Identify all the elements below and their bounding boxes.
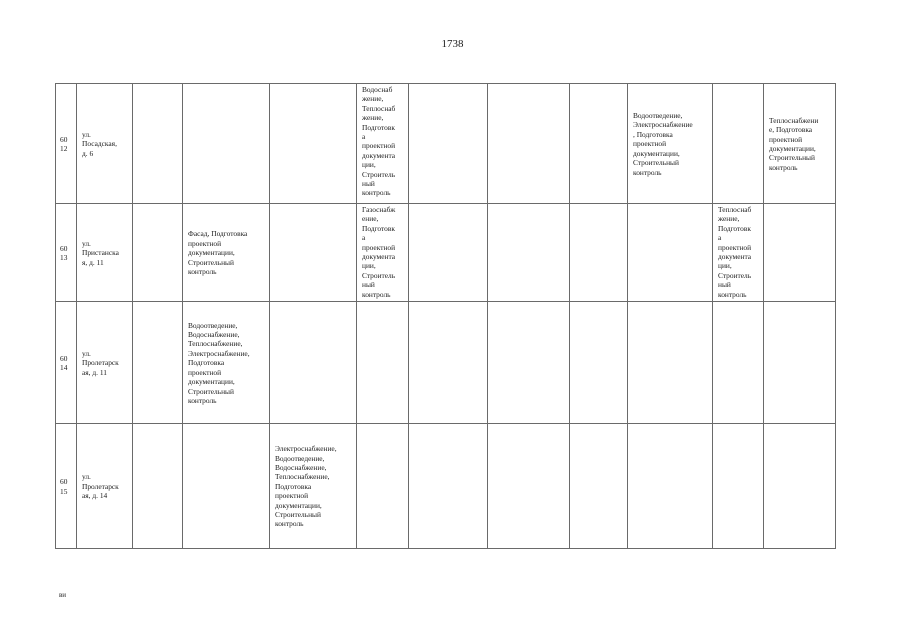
table-cell: Водоотведение, Электроснабжение , Подготовка проектной документации, Строительный контроль bbox=[628, 84, 713, 204]
table-cell bbox=[133, 424, 183, 549]
table-cell: Водоснаб жение, Теплоснаб жение, Подготовк а проектной документа ции, Строитель ный контроль bbox=[357, 84, 409, 204]
table-cell bbox=[628, 424, 713, 549]
table-cell bbox=[183, 84, 270, 204]
table-cell bbox=[764, 302, 836, 424]
address-cell: ул. Посадская, д. 6 bbox=[77, 84, 133, 204]
table-cell: Фасад, Подготовка проектной документации, Строительный контроль bbox=[183, 204, 270, 302]
address-cell: ул. Пристанска я, д. 11 bbox=[77, 204, 133, 302]
table-cell bbox=[713, 84, 764, 204]
table-row bbox=[56, 204, 836, 302]
table-row bbox=[56, 302, 836, 424]
table-cell bbox=[713, 424, 764, 549]
table-cell: Электроснабжение, Водоотведение, Водоснабжение, Теплоснабжение, Подготовка проектной документации, Строительный контроль bbox=[270, 424, 357, 549]
table-cell bbox=[488, 204, 570, 302]
row-number: 60 15 bbox=[56, 424, 77, 549]
table-cell bbox=[570, 84, 628, 204]
table-cell bbox=[488, 302, 570, 424]
table-cell bbox=[488, 424, 570, 549]
table-cell bbox=[270, 204, 357, 302]
table-cell bbox=[183, 424, 270, 549]
page-number: 1738 bbox=[441, 38, 464, 50]
table-cell bbox=[488, 84, 570, 204]
table-cell bbox=[713, 302, 764, 424]
table-cell bbox=[133, 84, 183, 204]
table-row bbox=[56, 424, 836, 549]
table-cell bbox=[409, 424, 488, 549]
row-number: 60 13 bbox=[56, 204, 77, 302]
table-cell bbox=[357, 424, 409, 549]
table-cell bbox=[570, 424, 628, 549]
address-cell: ул. Пролетарск ая, д. 11 bbox=[77, 302, 133, 424]
table-cell: Газоснабж ение, Подготовк а проектной документа ции, Строитель ный контроль bbox=[357, 204, 409, 302]
capital-repair-table bbox=[55, 83, 836, 549]
table-cell bbox=[764, 424, 836, 549]
table-cell bbox=[409, 204, 488, 302]
table-cell bbox=[764, 204, 836, 302]
table-cell bbox=[270, 84, 357, 204]
table-cell bbox=[570, 302, 628, 424]
row-number: 60 12 bbox=[56, 84, 77, 204]
table-cell bbox=[628, 302, 713, 424]
table-cell: Теплоснабжени е, Подготовка проектной документации, Строительный контроль bbox=[764, 84, 836, 204]
footer-mark: ви bbox=[59, 591, 67, 599]
table-cell bbox=[628, 204, 713, 302]
table-cell: Водоотведение, Водоснабжение, Теплоснабжение, Электроснабжение, Подготовка проектной документации, Строительный контроль bbox=[183, 302, 270, 424]
table-cell bbox=[133, 204, 183, 302]
table-cell bbox=[409, 302, 488, 424]
table-cell: Теплоснаб жение, Подготовк а проектной документа ции, Строитель ный контроль bbox=[713, 204, 764, 302]
table-cell bbox=[357, 302, 409, 424]
table-row bbox=[56, 84, 836, 204]
table-cell bbox=[570, 204, 628, 302]
table-cell bbox=[409, 84, 488, 204]
table-cell bbox=[270, 302, 357, 424]
table-cell bbox=[133, 302, 183, 424]
row-number: 60 14 bbox=[56, 302, 77, 424]
address-cell: ул. Пролетарск ая, д. 14 bbox=[77, 424, 133, 549]
